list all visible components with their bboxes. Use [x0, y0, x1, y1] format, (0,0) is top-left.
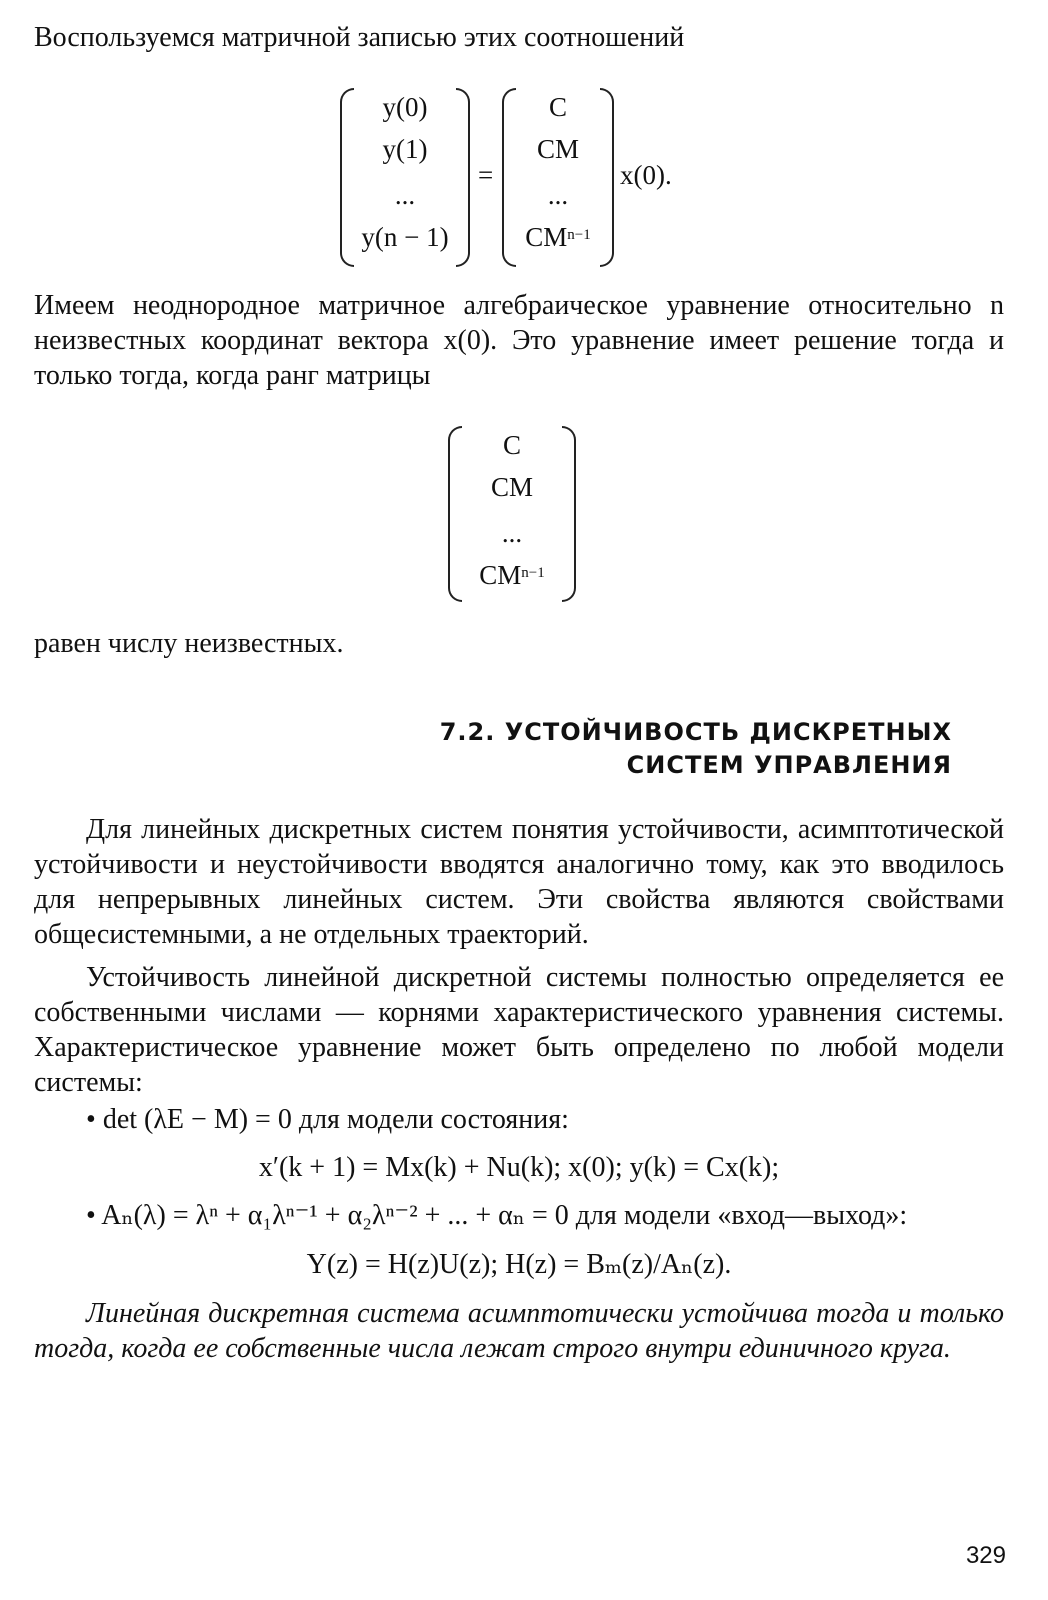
paragraph: Для линейных дискретных систем понятия устойчивости, асимптотической устойчивости и неустойчивости вводятся аналогично тому, как это вводилось для непрерывных линейных систем. Эти свойства являются свойствами общесистемными, а не отдельных траекторий. [34, 814, 1004, 950]
matrix-entry: C [548, 92, 567, 122]
matrix-entry: CM [490, 472, 534, 502]
matrix-entry: ... [547, 180, 569, 210]
left-vector-entry: y(n − 1) [361, 222, 449, 252]
section-heading [440, 716, 952, 782]
matrix-equation-1 [330, 88, 730, 263]
matrix-entry: ... [501, 518, 523, 548]
state-vector: x(0). [620, 160, 672, 190]
matrix-entry: $CM^{n-1}$ [479, 560, 545, 590]
equals-sign: = [478, 160, 494, 190]
left-vector-entry: y(0) [382, 92, 428, 122]
left-vector-entry: ... [394, 180, 416, 210]
matrix-entry: CM [536, 134, 580, 164]
paragraph: равен числу неизвестных. [34, 628, 344, 659]
bullet-item: • Aₙ(λ) = λⁿ + α₁λⁿ⁻¹ + α₂λⁿ⁻² + ... + αₙ = 0 для модели «вход—выход»: [34, 1198, 1004, 1233]
bullet-item: • det (λE − M) = 0 для модели состояния: [34, 1102, 1004, 1137]
left-vector-entry: y(1) [382, 134, 428, 164]
paragraph: Устойчивость линейной дискретной системы полностью определяется ее собственными числами — корнями характеристического уравнения системы. Характеристическое уравнение может быть определено по любой модели системы: [34, 962, 1004, 1098]
page-number: 329 [965, 1542, 1006, 1569]
observability-matrix [502, 88, 614, 263]
matrix-entry: $CM^{n-1}$ [525, 222, 591, 252]
left-vector [340, 88, 470, 263]
state-model-formula: x′(k + 1) = Mx(k) + Nu(k); x(0); y(k) = Cx(k); [258, 1152, 780, 1183]
io-model-formula: Y(z) = H(z)U(z); H(z) = Bₘ(z)/Aₙ(z). [306, 1249, 732, 1280]
heading-line: 7.2. УСТОЙЧИВОСТЬ ДИСКРЕТНЫХ [439, 718, 952, 746]
intro-text: Воспользуемся матричной записью этих соотношений [34, 22, 685, 53]
theorem-statement: Линейная дискретная система асимптотически устойчива тогда и только тогда, когда ее собственные числа лежат строго внутри единичного круга. [34, 1298, 1004, 1364]
matrix-entry: C [502, 430, 521, 460]
rank-matrix [448, 426, 588, 598]
heading-line: СИСТЕМ УПРАВЛЕНИЯ [626, 751, 952, 779]
paragraph: Имеем неоднородное матричное алгебраическое уравнение относительно n неизвестных координат вектора x(0). Это уравнение имеет решение тогда и только тогда, когда ранг матрицы [34, 290, 1004, 391]
